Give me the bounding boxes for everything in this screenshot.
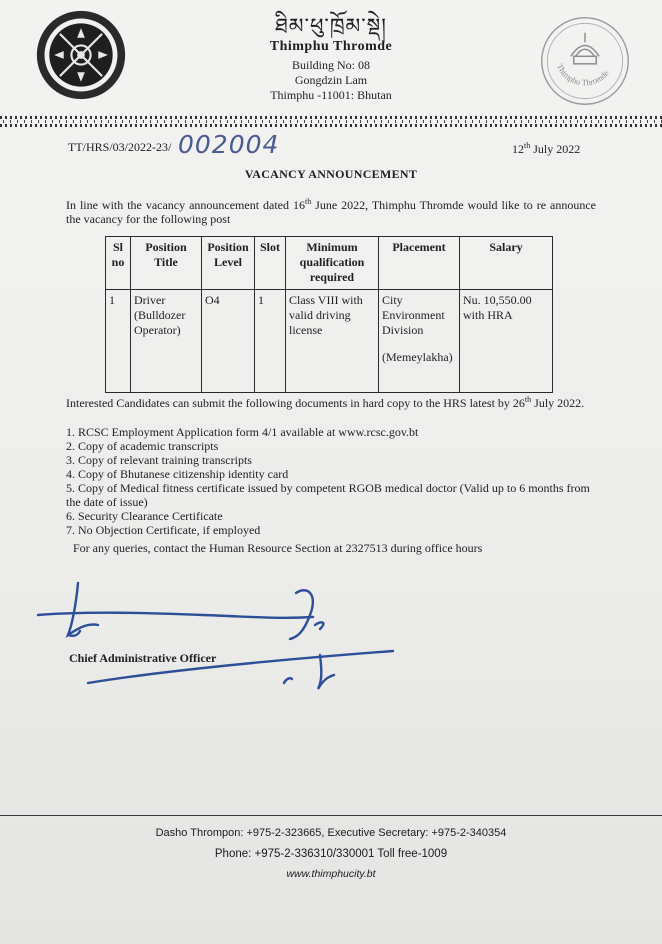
footer-phone: Phone: +975-2-336310/330001 Toll free-1009 [214,848,448,860]
cell-slot: 1 [255,290,286,393]
handwritten-signature-icon [28,575,408,695]
list-item: 2. Copy of academic transcripts [66,439,219,453]
col-header-sl: Sl no [106,237,131,290]
col-header-salary: Salary [460,237,553,290]
intro-sup: th [304,197,312,206]
cell-placement [379,290,460,393]
date-day: 12 [512,142,524,156]
cell-salary: Nu. 10,550.00 with HRA [460,290,553,393]
announcement-title: VACANCY ANNOUNCEMENT [244,167,418,181]
dzongkha-title: ཐིམ་ཕུ་ཁྲོམ་སྡེ། [275,14,387,38]
intro-paragraph [66,195,596,226]
note-text-post: July 2022. [531,396,585,410]
list-item: 3. Copy of relevant training transcripts [66,453,252,467]
col-header-qualification: Minimum qualification required [286,237,379,290]
cell-position-title: Driver (Bulldozer Operator) [131,290,202,393]
list-item: 6. Security Clearance Certificate [66,509,223,523]
list-item: 1. RCSC Employment Application form 4/1 available at www.rcsc.gov.bt [66,425,419,439]
placement-text: City Environment Division [382,293,445,337]
intro-text-pre: In line with the vacancy announcement dated 16 [66,198,305,212]
list-item: 7. No Objection Certificate, if employed [66,523,261,537]
address-line-2: Gongdzin Lam [294,73,368,87]
col-header-position-level: Position Level [202,237,255,290]
placement-subtext: (Memeylakha) [382,350,453,364]
col-header-placement: Placement [379,237,460,290]
address-line-1: Building No: 08 [291,58,370,72]
documents-list [66,425,596,537]
reference-number: TT/HRS/03/2022-23/ [68,140,172,154]
vacancy-table [105,236,553,393]
address-line-3: Thimphu -11001: Bhutan [270,88,392,102]
query-contact: For any queries, contact the Human Resource Section at 2327513 during office hours [73,541,483,555]
intro-text-post: June 2022, Thimphu Thromde would like to re announce the vacancy for the following post [66,198,597,226]
date-rest: July 2022 [530,142,581,156]
cell-qualification: Class VIII with valid driving license [286,290,379,393]
signer-title: Chief Administrative Officer [69,651,217,665]
cell-position-level: O4 [202,290,255,393]
submission-note [66,393,594,410]
thimphu-thromde-seal-icon [538,14,632,108]
royal-emblem-icon [33,7,129,103]
cell-sl: 1 [106,290,131,393]
list-item: 4. Copy of Bhutanese citizenship identity card [66,467,289,481]
footer-divider [0,815,662,816]
letter-date [512,141,580,157]
col-header-slot: Slot [255,237,286,290]
note-text-pre: Interested Candidates can submit the following documents in hard copy to the HRS latest by 26 [66,396,525,410]
footer-contacts: Dasho Thrompon: +975-2-323665, Executive Secretary: +975-2-340354 [155,827,507,839]
handwritten-reference: 002004 [178,130,280,159]
date-suffix: th [524,141,531,150]
organization-name: Thimphu Thromde [269,39,393,54]
decorative-border [0,116,662,127]
seal-text: Thimphu Thromde [554,62,611,88]
table-header-row [106,237,553,290]
svg-text:Thimphu Thromde [555,62,611,87]
col-header-position-title: Position Title [131,237,202,290]
note-sup: th [524,395,532,404]
footer-website[interactable]: www.thimphucity.bt [286,868,376,880]
list-item: 5. Copy of Medical fitness certificate issued by competent RGOB medical doctor (Valid up to 6 months from the date of issue) [66,481,590,509]
table-row [106,290,553,393]
